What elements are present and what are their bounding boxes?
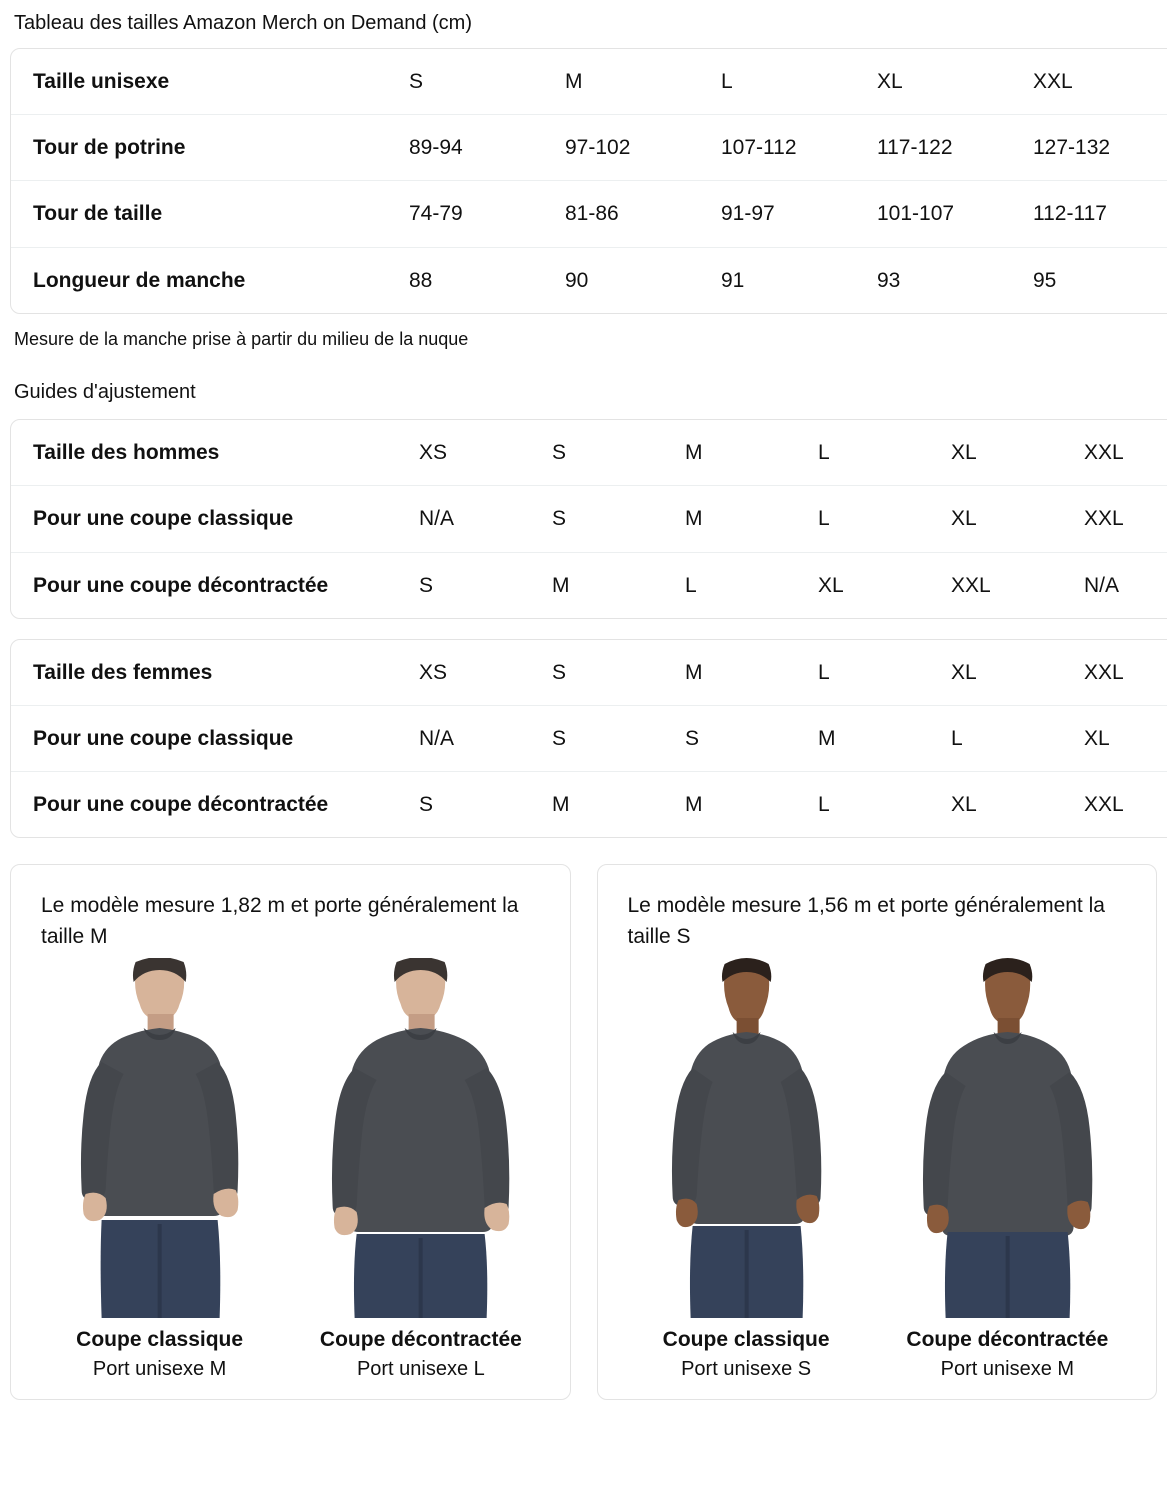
cell-value: S (685, 706, 818, 772)
cell-value: N/A (1084, 573, 1120, 597)
figure-label: Coupe classique (76, 1328, 244, 1352)
cell-value: S (552, 420, 685, 486)
mens-fit-table (10, 419, 1167, 619)
figure-sublabel: Port unisexe S (681, 1358, 812, 1381)
cell-value: XS (419, 420, 552, 486)
cell-value: XL (951, 486, 1084, 552)
fit-guides-title: Guides d'ajustement (14, 381, 196, 404)
row-label: Taille unisexe (11, 49, 409, 115)
table-row (11, 486, 1167, 552)
cell-value: M (685, 640, 818, 706)
table-row (11, 640, 1167, 706)
cell-value: L (951, 706, 1084, 772)
figure-label: Coupe décontractée (319, 1328, 522, 1352)
cell-value: XL (877, 49, 1033, 115)
cell-value: M (552, 573, 570, 597)
cell-value: XL (1084, 706, 1167, 772)
cell-value: 93 (877, 268, 901, 292)
figure-sublabel: Port unisexe M (940, 1358, 1075, 1381)
cell-value: XXL (951, 573, 991, 597)
female-model-card (597, 864, 1158, 1400)
cell-value: 91-97 (721, 181, 877, 247)
table-row (11, 553, 1167, 618)
cell-value: 89-94 (409, 115, 565, 181)
cell-value: L (818, 486, 951, 552)
figure-label: Coupe décontractée (906, 1328, 1109, 1352)
cell-value: XXL (1084, 420, 1167, 486)
row-label: Pour une coupe décontractée (33, 793, 329, 817)
cell-value: M (685, 420, 818, 486)
page-title: Tableau des tailles Amazon Merch on Demand (cm) (14, 12, 472, 34)
row-label: Taille des hommes (11, 420, 419, 486)
cell-value: M (685, 486, 818, 552)
cell-value: XS (419, 640, 552, 706)
figure-sublabel: Port unisexe M (92, 1358, 227, 1381)
female-model-classic-fit-photo (616, 958, 877, 1318)
cell-value: XL (951, 640, 1084, 706)
model-height-note: Le modèle mesure 1,82 m et porte généralement la taille M (41, 894, 519, 948)
cell-value: XL (951, 420, 1084, 486)
cell-value: 90 (565, 268, 589, 292)
table-row (11, 248, 1167, 313)
figure-label: Coupe classique (662, 1328, 830, 1352)
cell-value: XXL (1084, 793, 1124, 817)
cell-value: 107-112 (721, 115, 877, 181)
cell-value: 101-107 (877, 181, 1033, 247)
row-label: Taille des femmes (11, 640, 419, 706)
cell-value: 127-132 (1033, 115, 1167, 181)
figure-sublabel: Port unisexe L (356, 1358, 485, 1381)
table-row (11, 49, 1167, 115)
cell-value: XXL (1084, 640, 1167, 706)
cell-value: 74-79 (409, 181, 565, 247)
size-chart-page (0, 10, 1167, 1414)
cell-value: N/A (419, 706, 552, 772)
cell-value: S (552, 486, 685, 552)
cell-value: L (721, 49, 877, 115)
cell-value: 112-117 (1033, 181, 1167, 247)
cell-value: M (818, 706, 951, 772)
row-label: Pour une coupe classique (11, 486, 419, 552)
womens-fit-table (10, 639, 1167, 839)
male-model-relaxed-fit-photo (290, 958, 551, 1318)
cell-value: S (552, 640, 685, 706)
table-row (11, 706, 1167, 772)
table-row (11, 420, 1167, 486)
cell-value: 117-122 (877, 115, 1033, 181)
cell-value: 97-102 (565, 115, 721, 181)
cell-value: S (419, 573, 434, 597)
cell-value: L (818, 793, 830, 817)
measurements-table (10, 48, 1167, 314)
cell-value: 81-86 (565, 181, 721, 247)
male-model-classic-fit-photo (29, 958, 290, 1318)
row-label: Tour de potrine (11, 115, 409, 181)
cell-value: 91 (721, 268, 745, 292)
cell-value: M (552, 793, 570, 817)
cell-value: M (565, 49, 721, 115)
figure-female-relaxed (877, 958, 1138, 1381)
cell-value: L (685, 573, 697, 597)
model-height-note: Le modèle mesure 1,56 m et porte généralement la taille S (627, 894, 1105, 948)
model-photos-row (10, 864, 1157, 1414)
cell-value: XL (818, 573, 844, 597)
row-label: Tour de taille (11, 181, 409, 247)
sleeve-measurement-note: Mesure de la manche prise à partir du milieu de la nuque (14, 328, 469, 349)
cell-value: L (818, 420, 951, 486)
cell-value: N/A (419, 486, 552, 552)
cell-value: S (419, 793, 434, 817)
cell-value: M (685, 793, 703, 817)
row-label: Pour une coupe classique (11, 706, 419, 772)
cell-value: 95 (1033, 268, 1057, 292)
female-model-relaxed-fit-photo (877, 958, 1138, 1318)
cell-value: XXL (1084, 486, 1167, 552)
table-row (11, 181, 1167, 247)
figure-male-classic (29, 958, 290, 1381)
figure-female-classic (616, 958, 877, 1381)
table-row (11, 772, 1167, 837)
cell-value: XXL (1033, 49, 1167, 115)
cell-value: L (818, 640, 951, 706)
cell-value: S (552, 706, 685, 772)
row-label: Pour une coupe décontractée (33, 573, 329, 597)
cell-value: XL (951, 793, 977, 817)
cell-value: 88 (409, 268, 433, 292)
row-label: Longueur de manche (33, 268, 246, 292)
male-model-card (10, 864, 571, 1400)
cell-value: S (409, 49, 565, 115)
figure-male-relaxed (290, 958, 551, 1381)
table-row (11, 115, 1167, 181)
